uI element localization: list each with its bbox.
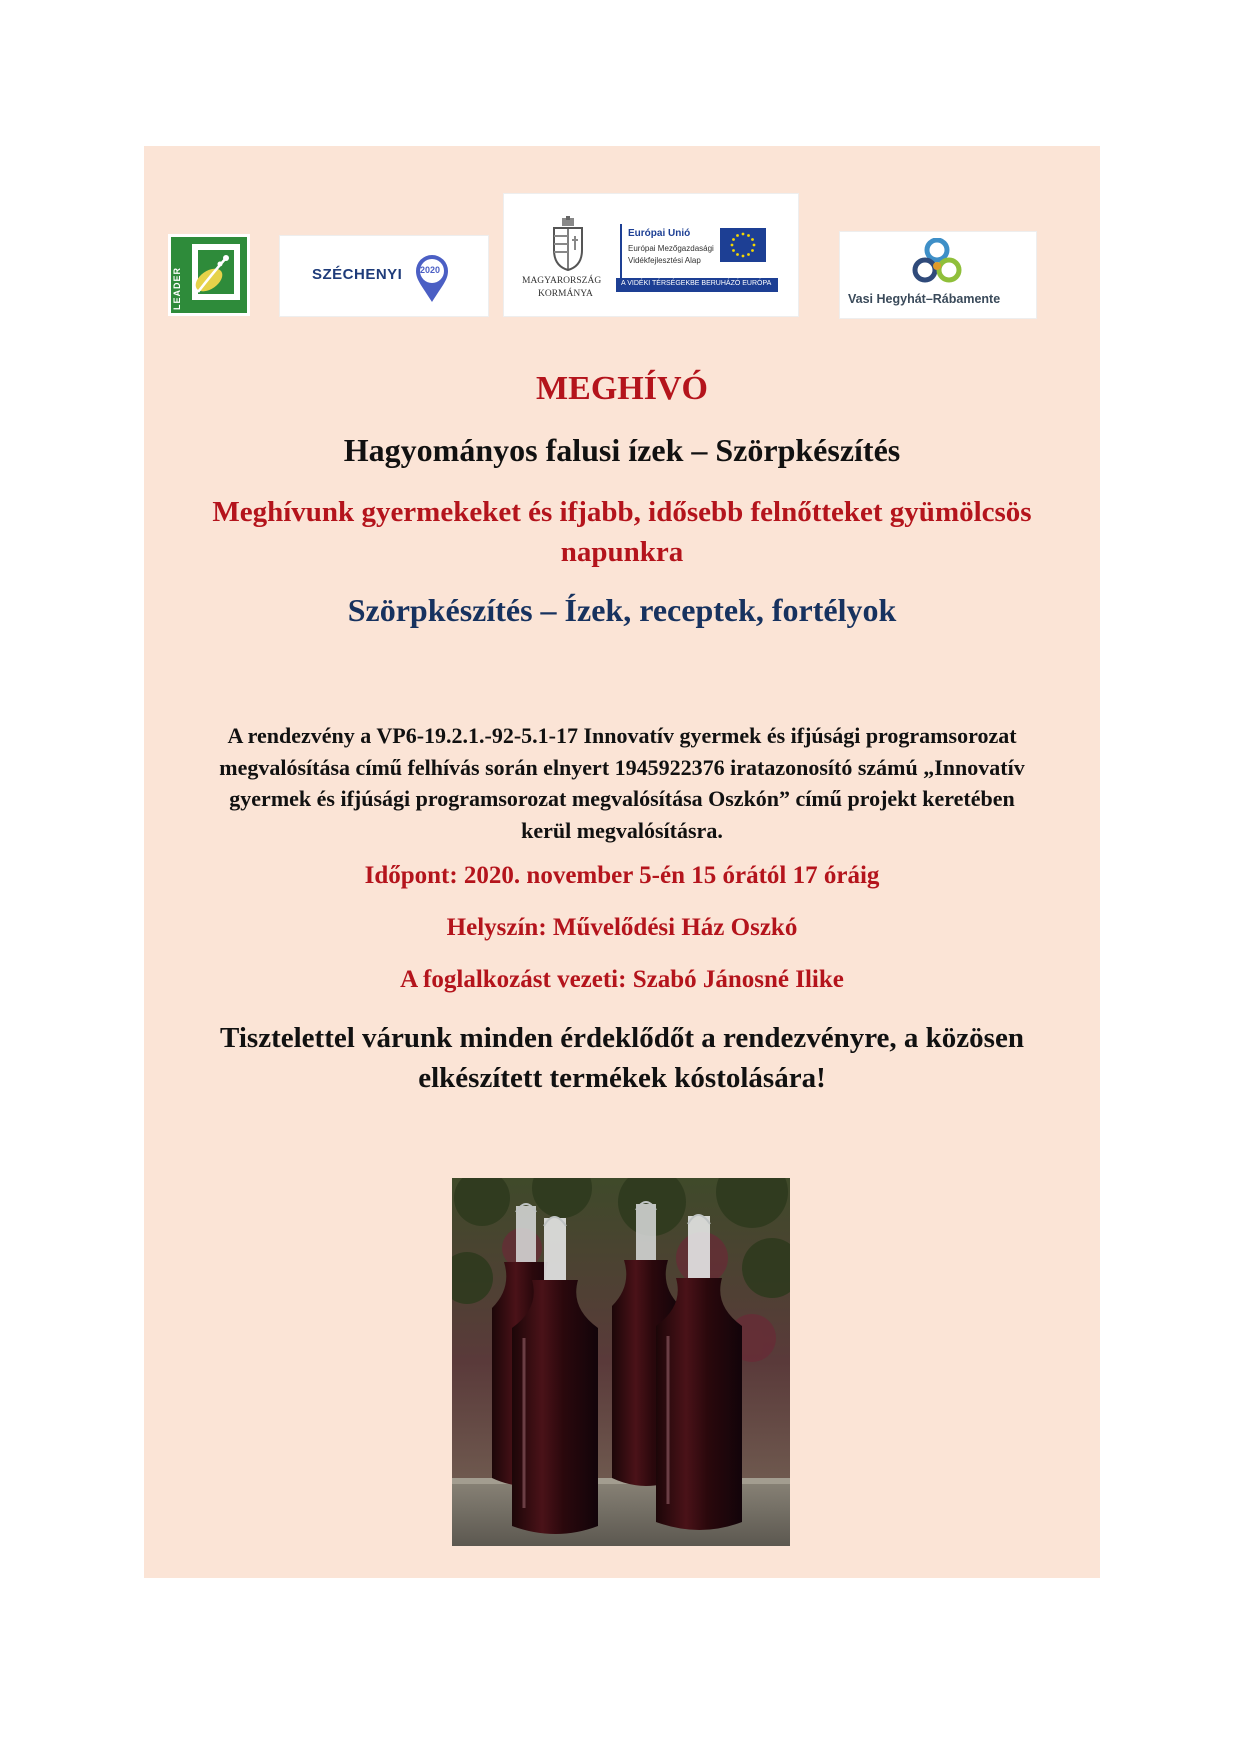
leader-label: LEADER: [172, 266, 182, 310]
page-title: MEGHÍVÓ: [536, 370, 708, 407]
hungarian-coat-of-arms-icon: [548, 216, 588, 272]
syrup-bottles-image: [452, 1178, 790, 1546]
eu-banner-text: A VIDÉKI TÉRSÉGEKBE BERUHÁZÓ EURÓPA: [621, 280, 772, 287]
project-line-3: gyermek és ifjúsági programsorozat megvalósítása Oszkón” című projekt keretében: [229, 786, 1015, 811]
closing-line-1: Tisztelettel várunk minden érdeklődőt a rendezvényre, a közösen: [220, 1022, 1024, 1054]
government-eu-logo: [504, 194, 798, 316]
project-line-1: A rendezvény a VP6-19.2.1.-92-5.1-17 Innovatív gyermek és ifjúsági programsorozat: [227, 723, 1017, 748]
swirl-emblem-icon: [912, 238, 962, 286]
szechenyi-label: SZÉCHENYI: [312, 266, 403, 283]
event-place: Helyszín: Művelődési Ház Oszkó: [446, 914, 798, 941]
project-line-2: megvalósítása című felhívás során elnyert 1945922376 iratazonosító számú „Innovatív: [219, 754, 1025, 780]
closing-line-2: elkészített termékek kóstolására!: [418, 1062, 826, 1094]
invitation-line-1: Meghívunk gyermekeket és ifjabb, idősebb felnőtteket gyümölcsös: [212, 496, 1032, 528]
szechenyi-badge: 2020: [420, 265, 441, 275]
invitation-line-2: napunkra: [560, 536, 684, 568]
gov-label-line2: KORMÁNYA: [538, 289, 593, 299]
eu-fund-line1: Európai Mezőgazdasági: [628, 244, 714, 253]
leader-logo: [168, 234, 250, 316]
gov-label-line1: MAGYARORSZÁG: [522, 276, 602, 286]
invitation-poster: [144, 146, 1100, 1578]
syrup-bottles-photo: [452, 1178, 790, 1546]
event-host: A foglalkozást vezeti: Szabó Jánosné Ilike: [400, 966, 844, 993]
event-theme: Szörpkészítés – Ízek, receptek, fortélyok: [347, 592, 897, 628]
eu-fund-line2: Vidékfejlesztési Alap: [628, 256, 701, 265]
closing-text: [144, 1018, 1100, 1098]
event-title: Hagyományos falusi ízek – Szörpkészítés: [343, 432, 901, 468]
vasi-label: Vasi Hegyhát–Rábamente: [848, 292, 1001, 306]
location-pin-icon: [412, 252, 452, 304]
eu-banner: [616, 278, 778, 292]
invitation-text: [144, 492, 1100, 572]
eu-flag-icon: [720, 228, 766, 262]
szechenyi-2020-logo: [280, 236, 488, 316]
event-time: Időpont: 2020. november 5-én 15 órától 17 óráig: [364, 862, 880, 889]
project-line-4: kerül megvalósításra.: [521, 817, 723, 843]
vasi-hegyhat-rabamente-logo: [840, 232, 1036, 318]
project-description: [162, 720, 1082, 846]
eu-title: Európai Unió: [628, 228, 691, 239]
